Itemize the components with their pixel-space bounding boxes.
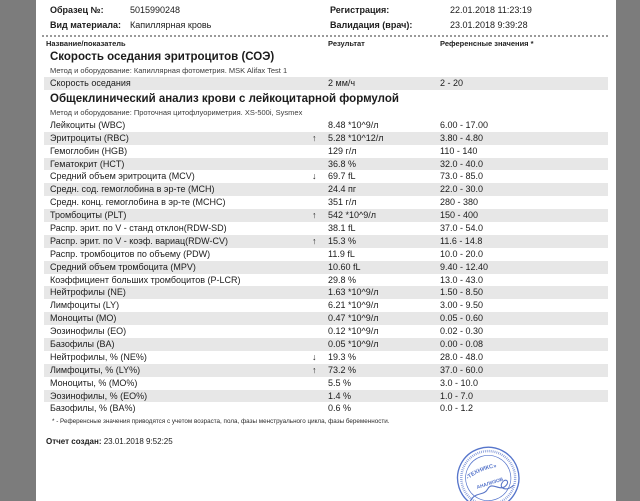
report-section [36,93,616,415]
row-parameter-name: Скорость оседания [50,78,131,88]
row-reference-range: 110 - 140 [440,145,478,156]
row-reference-range: 37.0 - 54.0 [440,223,484,234]
row-parameter-name: Средний объем тромбоцита (MPV) [50,261,196,272]
row-parameter-name: Нейтрофилы (NE) [50,287,126,298]
validation-label: Валидация (врач): [330,20,413,30]
lab-report-page [36,0,616,501]
table-row [44,183,608,196]
row-parameter-name: Тромбоциты (PLT) [50,210,127,221]
table-row [44,261,608,274]
section-rows [36,77,616,90]
row-parameter-name: Моноциты (MO) [50,313,117,324]
abnormal-flag-icon: ↑ [312,210,317,221]
row-parameter-name: Нейтрофилы, % (NE%) [50,351,147,362]
row-result-value: 0.47 *10^9/л [328,313,379,324]
row-parameter-name: Распр. эрит. по V - станд отклон(RDW-SD) [50,223,227,234]
row-reference-range: 3.0 - 10.0 [440,377,479,388]
row-reference-range: 1.50 - 8.50 [440,287,484,298]
row-result-value: 5.28 *10^12/л [328,132,384,143]
stamp-center-text: АНАЛИЗОВ [476,477,505,491]
registration-value: 22.01.2018 11:23:19 [450,5,532,15]
row-parameter-name: Лимфоциты, % (LY%) [50,364,141,375]
sample-number-value: 5015990248 [130,5,181,15]
abnormal-flag-icon: ↑ [312,132,317,143]
table-row [44,158,608,171]
row-reference-range: 6.00 - 17.00 [440,119,489,130]
report-created-label: Отчет создан: [46,437,102,447]
row-parameter-name: Гематокрит (HCT) [50,158,125,169]
row-reference-range: 2 - 20 [440,78,464,88]
table-row [44,248,608,261]
row-parameter-name: Распр. эрит. по V - коэф. вариац(RDW-CV) [50,235,228,246]
sample-number-label: Образец №: [50,5,104,15]
table-row [44,351,608,364]
row-reference-range: 3.80 - 4.80 [440,132,484,143]
table-row [44,119,608,132]
section-title: Общеклинический анализ крови с лейкоцитарной формулой [50,92,399,105]
row-result-value: 1.4 % [328,390,352,401]
row-reference-range: 150 - 400 [440,210,479,221]
registration-label: Регистрация: [330,5,390,15]
table-row [44,338,608,351]
table-row [44,402,608,415]
column-header-reference: Референсные значения * [440,39,534,48]
row-parameter-name: Коэффициент больших тромбоцитов (P-LCR) [50,274,241,285]
row-result-value: 351 г/л [328,197,357,208]
row-reference-range: 22.0 - 30.0 [440,184,484,195]
row-result-value: 19.3 % [328,351,357,362]
row-parameter-name: Средн. конц. гемоглобина в эр-те (MCHC) [50,197,226,208]
table-row [44,77,608,90]
row-result-value: 2 мм/ч [328,78,356,88]
row-reference-range: 0.05 - 0.60 [440,313,484,324]
row-reference-range: 13.0 - 43.0 [440,274,484,285]
row-result-value: 73.2 % [328,364,357,375]
row-result-value: 0.05 *10^9/л [328,339,379,350]
row-reference-range: 0.00 - 0.08 [440,339,484,350]
row-parameter-name: Моноциты, % (MO%) [50,377,138,388]
report-created-value: 23.01.2018 9:52:25 [103,437,173,447]
row-result-value: 15.3 % [328,235,357,246]
row-parameter-name: Гемоглобин (HGB) [50,145,128,156]
row-reference-range: 37.0 - 60.0 [440,364,484,375]
row-reference-range: 10.0 - 20.0 [440,248,484,259]
row-result-value: 8.48 *10^9/л [328,119,379,130]
section-rows [36,119,616,415]
row-reference-range: 280 - 380 [440,197,479,208]
table-row [44,196,608,209]
table-row [44,364,608,377]
table-row [44,325,608,338]
row-result-value: 5.5 % [328,377,352,388]
table-row [44,235,608,248]
table-row [44,299,608,312]
row-reference-range: 0.0 - 1.2 [440,403,474,414]
table-row [44,170,608,183]
validation-value: 23.01.2018 9:39:28 [450,20,528,30]
row-parameter-name: Средн. сод. гемоглобина в эр-те (MCH) [50,184,215,195]
row-result-value: 542 *10^9/л [328,210,377,221]
row-result-value: 10.60 fL [328,261,361,272]
table-row [44,286,608,299]
material-type-value: Капиллярная кровь [130,20,212,30]
sections [36,48,616,447]
row-result-value: 0.12 *10^9/л [328,326,379,337]
row-parameter-name: Распр. тромбоцитов по объему (PDW) [50,248,211,259]
abnormal-flag-icon: ↓ [312,351,317,362]
table-row [44,390,608,403]
row-reference-range: 9.40 - 12.40 [440,261,489,272]
row-parameter-name: Эозинофилы, % (EO%) [50,390,148,401]
row-result-value: 0.6 % [328,403,352,414]
table-row [44,222,608,235]
column-header-result: Результат [328,39,365,48]
abnormal-flag-icon: ↑ [312,364,317,375]
material-type-label: Вид материала: [50,20,121,30]
row-reference-range: 11.6 - 14.8 [440,235,483,246]
column-header-name: Название/показатель [46,39,126,48]
row-parameter-name: Эритроциты (RBC) [50,132,129,143]
abnormal-flag-icon: ↑ [312,235,317,246]
row-result-value: 6.21 *10^9/л [328,300,379,311]
row-parameter-name: Эозинофилы (EO) [50,326,127,337]
row-reference-range: 0.02 - 0.30 [440,326,484,337]
table-row [44,274,608,287]
table-row [44,145,608,158]
row-reference-range: 3.00 - 9.50 [440,300,484,311]
table-row [44,209,608,222]
dotted-divider [42,33,608,37]
row-parameter-name: Лейкоциты (WBC) [50,119,126,130]
row-result-value: 1.63 *10^9/л [328,287,379,298]
section-method: Метод и оборудование: Капиллярная фотометрия. MSK Alifax Test 1 [50,66,288,75]
row-parameter-name: Лимфоциты (LY) [50,300,120,311]
row-result-value: 129 г/л [328,145,357,156]
clinic-stamp [421,443,556,501]
table-row [44,312,608,325]
row-reference-range: 73.0 - 85.0 [440,171,484,182]
row-parameter-name: Средний объем эритроцита (MCV) [50,171,195,182]
row-result-value: 29.8 % [328,274,357,285]
row-parameter-name: Базофилы, % (BA%) [50,403,136,414]
stamp-band-text: -ТЕХНИКС» [465,463,497,482]
row-result-value: 36.8 % [328,158,357,169]
abnormal-flag-icon: ↓ [312,171,317,182]
table-row [44,132,608,145]
table-row [44,377,608,390]
row-result-value: 24.4 пг [328,184,357,195]
row-result-value: 69.7 fL [328,171,356,182]
row-result-value: 11.9 fL [328,248,355,259]
row-parameter-name: Базофилы (BA) [50,339,115,350]
reference-footnote: * - Референсные значения приводятся с учетом возраста, пола, фазы менструального цикла, фазы беременности. [52,418,390,426]
section-method: Метод и оборудование: Проточная цитофлуориметрия. XS-500i, Sysmex [50,107,303,117]
row-result-value: 38.1 fL [328,223,356,234]
row-reference-range: 32.0 - 40.0 [440,158,484,169]
section-title: Скорость оседания эритроцитов (СОЭ) [50,51,275,63]
report-section [36,51,616,90]
row-reference-range: 28.0 - 48.0 [440,351,484,362]
row-reference-range: 1.0 - 7.0 [440,390,474,401]
